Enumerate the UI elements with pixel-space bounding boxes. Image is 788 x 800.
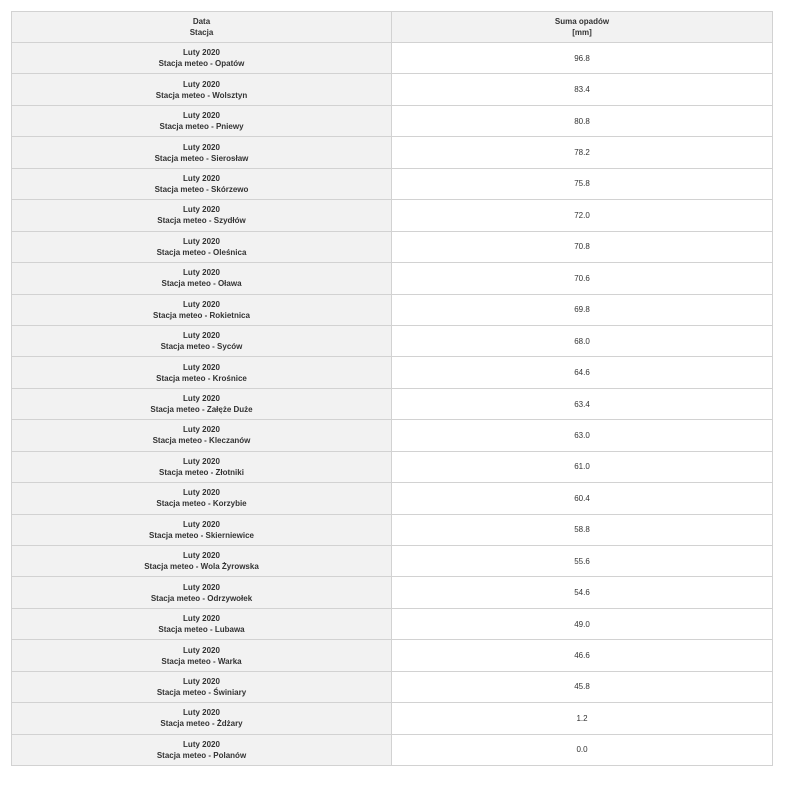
precipitation-value: 83.4 <box>392 74 773 105</box>
row-date: Luty 2020 <box>183 708 220 718</box>
station-cell <box>12 388 392 419</box>
row-date: Luty 2020 <box>183 111 220 121</box>
row-date: Luty 2020 <box>183 488 220 498</box>
precipitation-table <box>11 11 773 766</box>
row-station-name: Stacja meteo - Załęże Duże <box>150 405 253 415</box>
station-cell <box>12 703 392 734</box>
station-cell <box>12 734 392 765</box>
table-row <box>12 608 773 639</box>
station-cell <box>12 640 392 671</box>
row-date: Luty 2020 <box>183 676 220 686</box>
table-body <box>12 43 773 766</box>
table-row <box>12 420 773 451</box>
table-row <box>12 514 773 545</box>
precipitation-value: 1.2 <box>392 703 773 734</box>
header-station-label: Stacja <box>189 28 214 37</box>
row-station-name: Stacja meteo - Szydłów <box>157 216 246 226</box>
station-cell <box>12 357 392 388</box>
station-cell <box>12 420 392 451</box>
row-station-name: Stacja meteo - Oleśnica <box>156 247 247 257</box>
precipitation-value: 45.8 <box>392 671 773 702</box>
table-row <box>12 168 773 199</box>
station-cell <box>12 74 392 105</box>
row-date: Luty 2020 <box>183 331 220 341</box>
row-station-name: Stacja meteo - Żdżary <box>160 719 243 729</box>
row-date: Luty 2020 <box>183 48 220 58</box>
table-row <box>12 483 773 514</box>
table-header <box>12 12 773 43</box>
row-station-name: Stacja meteo - Wola Żyrowska <box>144 562 259 572</box>
table-row <box>12 43 773 74</box>
table-row <box>12 263 773 294</box>
station-cell <box>12 137 392 168</box>
table-row <box>12 546 773 577</box>
station-cell <box>12 325 392 356</box>
precipitation-value: 49.0 <box>392 608 773 639</box>
table-row <box>12 74 773 105</box>
row-date: Luty 2020 <box>183 205 220 215</box>
row-station-name: Stacja meteo - Polanów <box>156 750 247 760</box>
row-date: Luty 2020 <box>183 79 220 89</box>
precipitation-value: 72.0 <box>392 200 773 231</box>
row-date: Luty 2020 <box>183 456 220 466</box>
station-cell <box>12 577 392 608</box>
precipitation-value: 68.0 <box>392 325 773 356</box>
row-date: Luty 2020 <box>183 236 220 246</box>
table-row <box>12 451 773 482</box>
row-date: Luty 2020 <box>183 173 220 183</box>
precipitation-value: 70.8 <box>392 231 773 262</box>
precipitation-table-container <box>11 11 772 766</box>
station-cell <box>12 43 392 74</box>
table-row <box>12 105 773 136</box>
precipitation-value: 78.2 <box>392 137 773 168</box>
row-station-name: Stacja meteo - Kleczanów <box>152 436 251 446</box>
row-date: Luty 2020 <box>183 614 220 624</box>
header-date-station <box>12 12 392 43</box>
precipitation-value: 69.8 <box>392 294 773 325</box>
row-date: Luty 2020 <box>183 425 220 435</box>
table-row <box>12 325 773 356</box>
station-cell <box>12 263 392 294</box>
row-date: Luty 2020 <box>183 582 220 592</box>
row-station-name: Stacja meteo - Krośnice <box>156 373 247 383</box>
row-date: Luty 2020 <box>183 519 220 529</box>
precipitation-value: 55.6 <box>392 546 773 577</box>
table-row <box>12 703 773 734</box>
station-cell <box>12 200 392 231</box>
row-station-name: Stacja meteo - Syców <box>160 342 243 352</box>
table-row <box>12 388 773 419</box>
row-date: Luty 2020 <box>183 362 220 372</box>
precipitation-value: 75.8 <box>392 168 773 199</box>
station-cell <box>12 671 392 702</box>
row-station-name: Stacja meteo - Korzybie <box>156 499 247 509</box>
precipitation-value: 70.6 <box>392 263 773 294</box>
row-date: Luty 2020 <box>183 142 220 152</box>
row-station-name: Stacja meteo - Skórzewo <box>154 184 249 194</box>
table-row <box>12 734 773 765</box>
row-station-name: Stacja meteo - Pniewy <box>159 122 244 132</box>
precipitation-value: 46.6 <box>392 640 773 671</box>
row-station-name: Stacja meteo - Świniary <box>156 687 247 697</box>
precipitation-value: 58.8 <box>392 514 773 545</box>
row-station-name: Stacja meteo - Złotniki <box>159 467 244 477</box>
row-date: Luty 2020 <box>183 551 220 561</box>
table-row <box>12 137 773 168</box>
table-row <box>12 577 773 608</box>
table-row <box>12 294 773 325</box>
row-date: Luty 2020 <box>183 268 220 278</box>
row-station-name: Stacja meteo - Lubawa <box>158 625 245 635</box>
station-cell <box>12 168 392 199</box>
table-row <box>12 200 773 231</box>
row-date: Luty 2020 <box>183 299 220 309</box>
row-date: Luty 2020 <box>183 394 220 404</box>
station-cell <box>12 514 392 545</box>
precipitation-value: 64.6 <box>392 357 773 388</box>
row-station-name: Stacja meteo - Rokietnica <box>153 310 250 320</box>
header-unit-label: [mm] <box>572 28 592 37</box>
header-date-label: Data <box>192 17 211 26</box>
precipitation-value: 0.0 <box>392 734 773 765</box>
table-row <box>12 231 773 262</box>
precipitation-value: 54.6 <box>392 577 773 608</box>
station-cell <box>12 231 392 262</box>
row-date: Luty 2020 <box>183 739 220 749</box>
station-cell <box>12 483 392 514</box>
row-station-name: Stacja meteo - Oława <box>161 279 242 289</box>
precipitation-value: 63.0 <box>392 420 773 451</box>
row-station-name: Stacja meteo - Warka <box>161 656 242 666</box>
precipitation-value: 60.4 <box>392 483 773 514</box>
station-cell <box>12 451 392 482</box>
precipitation-value: 80.8 <box>392 105 773 136</box>
table-row <box>12 357 773 388</box>
row-station-name: Stacja meteo - Opatów <box>158 59 245 69</box>
station-cell <box>12 608 392 639</box>
row-station-name: Stacja meteo - Skierniewice <box>149 530 254 540</box>
row-station-name: Stacja meteo - Odrzywołek <box>150 593 253 603</box>
row-station-name: Stacja meteo - Sierosław <box>154 153 249 163</box>
row-date: Luty 2020 <box>183 645 220 655</box>
precipitation-value: 63.4 <box>392 388 773 419</box>
table-row <box>12 671 773 702</box>
station-cell <box>12 294 392 325</box>
header-precipitation <box>392 12 773 43</box>
station-cell <box>12 105 392 136</box>
row-station-name: Stacja meteo - Wolsztyn <box>155 90 248 100</box>
header-row <box>12 12 773 43</box>
station-cell <box>12 546 392 577</box>
table-row <box>12 640 773 671</box>
precipitation-value: 61.0 <box>392 451 773 482</box>
header-precipitation-label: Suma opadów <box>554 17 610 26</box>
precipitation-value: 96.8 <box>392 43 773 74</box>
